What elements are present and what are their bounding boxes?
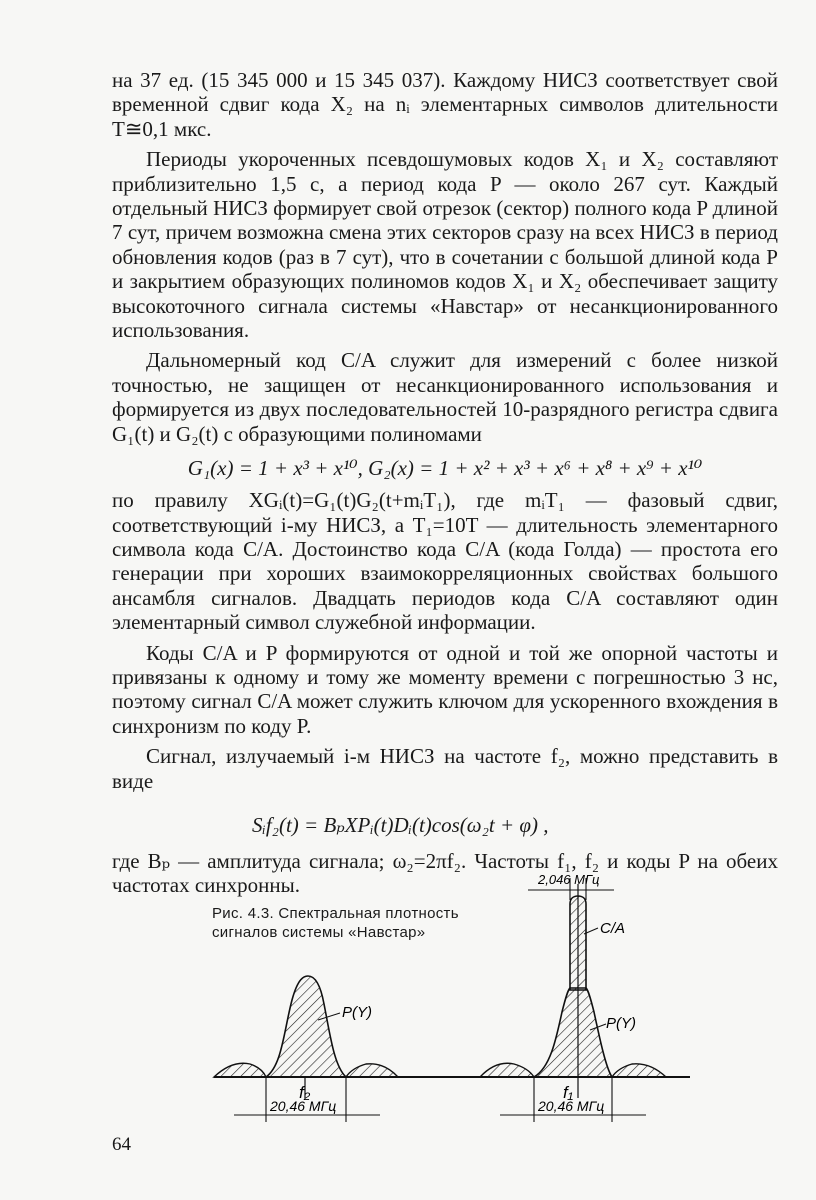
figure-caption: Рис. 4.3. Спектральная плотность сигналов системы «Навстар» bbox=[212, 905, 459, 941]
label-bandwidth-right: 20,46 МГц bbox=[538, 1098, 605, 1114]
spectrum-f1 bbox=[480, 884, 666, 1098]
formula-polynomials: G₁(x) = 1 + x³ + x¹⁰, G₂(x) = 1 + x² + x³ + x⁶ + x⁸ + x⁹ + x¹⁰ bbox=[187, 456, 703, 481]
label-bandwidth-left: 20,46 МГц bbox=[270, 1098, 337, 1114]
label-f2: f₂ bbox=[299, 1083, 311, 1102]
paragraph-3: Дальномерный код C/A служит для измерений с более низкой точностью, не защищен от несанкционированного использования и формируется из двух последовательностей 10-разрядного регистра сдвига G₁(t) и G₂(t) с образующими полиномами bbox=[112, 348, 778, 446]
formula-signal: Sᵢf₂(t) = BₚXPᵢ(t)Dᵢ(t)cos(ω₂t + φ) , bbox=[252, 812, 549, 837]
paragraph-6: Сигнал, излучаемый i-м НИСЗ на частоте f₂, можно представить в виде bbox=[112, 744, 778, 793]
paragraph-2: Периоды укороченных псевдошумовых кодов X₁ и X₂ составляют приблизительно 1,5 с, а период кода P — около 267 сут. Каждый отдельный НИСЗ формирует свой отрезок (сектор) полного кода P длиной 7 сут, причем возможна смена этих секторов сразу на всех НИСЗ в период обновления кодов (раз в 7 сут), что в сочетании с большой длиной кода P и закрытием образующих полиномов кодов X₁ и X₂ обеспечивает защиту высокоточного сигнала системы «Навстар» от несанкционированного использования. bbox=[112, 147, 778, 343]
label-ca-bandwidth: 2,046 МГц bbox=[538, 872, 600, 887]
spectrum-f2 bbox=[214, 976, 398, 1098]
paragraph-5: Коды C/A и P формируются от одной и той же опорной частоты и привязаны к одному и тому же моменту времени с погрешностью 3 нс, поэтому сигнал C/A может служить ключом для ускоренного вхождения в синхронизм по коду P. bbox=[112, 640, 778, 738]
label-f1: f₁ bbox=[563, 1083, 574, 1102]
text-body bbox=[112, 68, 778, 898]
label-py-left: P(Y) bbox=[342, 1004, 372, 1021]
paragraph-4: по правилу XGᵢ(t)=G₁(t)G₂(t+mᵢT₁), где mᵢT₁ — фазовый сдвиг, соответствующий i-му НИСЗ, а T₁=10T — длительность элементарного символа кода C/A. Достоинство кода C/A (кода Голда) — простота его генерации при хороших взаимокорреляционных свойствах большого ансамбля сигналов. Двадцать периодов кода C/A составляют один элементарный символ служебной информации. bbox=[112, 488, 778, 635]
label-py-right: P(Y) bbox=[606, 1015, 636, 1032]
paragraph-1: на 37 ед. (15 345 000 и 15 345 037). Каждому НИСЗ соответствует свой временной сдвиг кода X₂ на nᵢ элементарных символов длительности T≅0,1 мкс. bbox=[112, 68, 778, 141]
page-number: 64 bbox=[112, 1134, 131, 1155]
paragraph-7: где Bₚ — амплитуда сигнала; ω₂=2πf₂. Частоты f₁, f₂ и коды P на обеих частотах синхронны. bbox=[112, 848, 778, 898]
label-ca: C/A bbox=[600, 920, 626, 937]
spectrum-figure bbox=[0, 868, 816, 1138]
